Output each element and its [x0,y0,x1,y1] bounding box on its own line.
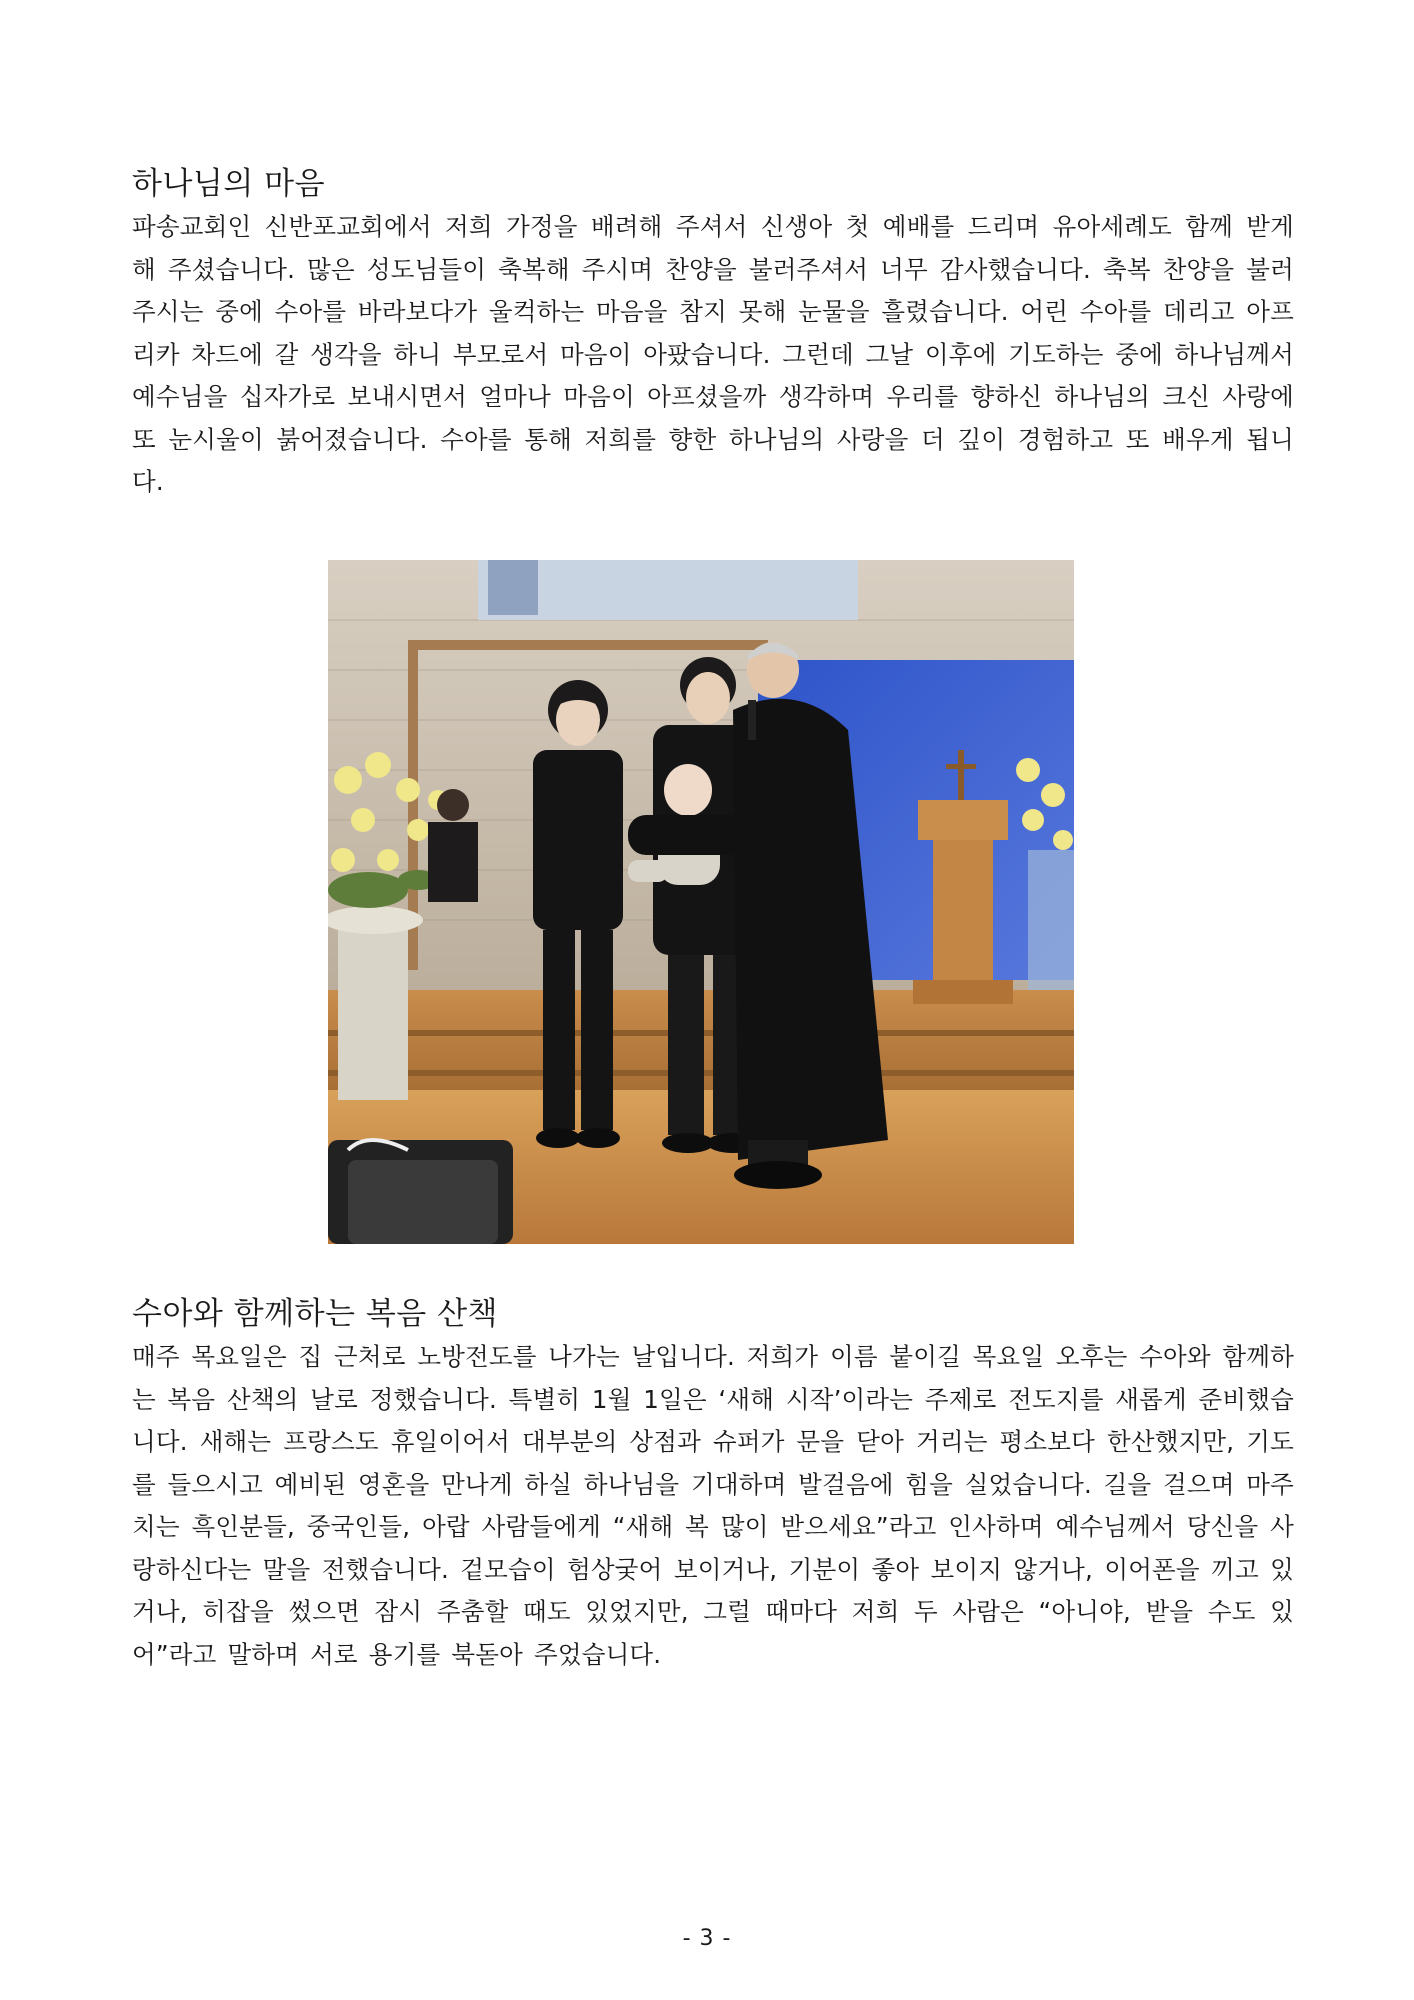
page-number: - 3 - [682,1926,732,1951]
baptism-photo-illustration [328,560,1074,1244]
section-title: 수아와 함께하는 복음 산책 [132,1296,498,1332]
baptism-photo [328,560,1074,1244]
section-paragraph: 매주 목요일은 집 근처로 노방전도를 나가는 날입니다. 저희가 이름 붙이길 목요일 오후는 수아와 함께하는 복음 산책의 날로 정했습니다. 특별히 1월 1일은 ‘새해 시작’이라는 주제로 전도지를 새롭게 준비했습니다. 새해는 프랑스도 휴일이어서 대부분의 상점과 슈퍼가 문을 닫아 거리는 평소보다 한산했지만, 기도를 들으시고 예비된 영혼을 만나게 하실 하나님을 기대하며 발걸음에 힘을 실었습니다. 길을 걸으며 마주치는 흑인분들, 중국인들, 아랍 사람들에게 “새해 복 많이 받으세요”라고 인사하며 예수님께서 당신을 사랑하신다는 말을 전했습니다. 겉모습이 험상궂어 보이거나, 기분이 좋아 보이지 않거나, 이어폰을 끼고 있거나, 히잡을 썼으면 잠시 주춤할 때도 있었지만, 그럴 때마다 저희 두 사람은 “아니야, 받을 수도 있어”라고 말하며 서로 용기를 북돋아 주었습니다. [132,1342,1294,1669]
section-title: 하나님의 마음 [132,166,326,202]
section-gospel-walk [132,1292,1294,1676]
section-heart-of-god [132,162,1294,504]
section-paragraph: 파송교회인 신반포교회에서 저희 가정을 배려해 주셔서 신생아 첫 예배를 드리며 유아세례도 함께 받게 해 주셨습니다. 많은 성도님들이 축복해 주시며 찬양을 불러주셔서 너무 감사했습니다. 축복 찬양을 불러주시는 중에 수아를 바라보다가 울컥하는 마음을 참지 못해 눈물을 흘렸습니다. 어린 수아를 데리고 아프리카 차드에 갈 생각을 하니 부모로서 마음이 아팠습니다. 그런데 그날 이후에 기도하는 중에 하나님께서 예수님을 십자가로 보내시면서 얼마나 마음이 아프셨을까 생각하며 우리를 향하신 하나님의 크신 사랑에 또 눈시울이 붉어졌습니다. 수아를 통해 저희를 향한 하나님의 사랑을 더 깊이 경험하고 또 배우게 됩니다. [132,212,1294,496]
